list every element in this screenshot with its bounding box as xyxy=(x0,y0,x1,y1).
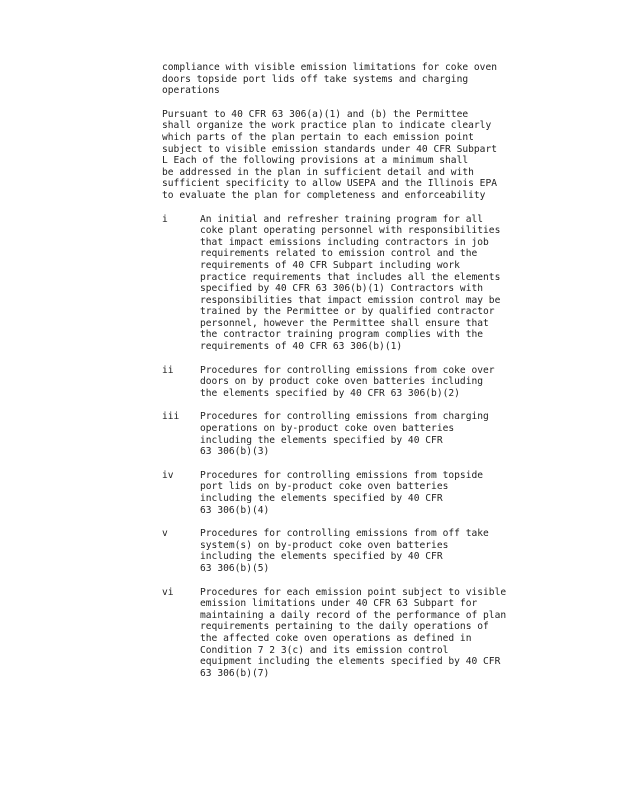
item-number: i xyxy=(162,213,168,225)
list-item-ii xyxy=(162,365,532,400)
item-text: Procedures for controlling emissions from charging operations on by-product coke oven batteries including the elements specified by 40 CFR 63 306(b)(3) xyxy=(200,411,489,458)
pursuant-paragraph: Pursuant to 40 CFR 63 306(a)(1) and (b) the Permittee shall organize the work practice plan to indicate clearly which parts of the plan pertain to each emission point subject to visible emission standards under 40 CFR Subpart L Each of the following provisions at a minimum shall be addressed in the plan in sufficient detail and with sufficient specificity to allow USEPA and the Illinois EPA to evaluate the plan for completeness and enforceability xyxy=(162,108,498,201)
item-text: Procedures for controlling emissions from topside port lids on by-product coke oven batteries including the elements specified by 40 CFR 63 306(b)(4) xyxy=(200,469,484,516)
item-text: Procedures for controlling emissions from coke over doors on by product coke oven batteries including the elements specified by 40 CFR 63 306(b)(2) xyxy=(200,364,495,399)
list-item-iv xyxy=(162,470,532,516)
list-item-i xyxy=(162,214,532,353)
item-number: vi xyxy=(162,586,174,598)
item-number: v xyxy=(162,528,168,540)
list-item-v xyxy=(162,528,532,574)
item-text: Procedures for each emission point subject to visible emission limitations under 40 CFR 63 Subpart for maintaining a daily record of the performance of plan requirements pertaining to the daily operations of the affected coke oven operations as defined in Condition 7 2 3(c) and its emission control equipment including the elements specified by 40 CFR 63 306(b)(7) xyxy=(200,586,507,679)
item-number: iii xyxy=(162,411,180,423)
list-item-iii xyxy=(162,411,532,457)
item-text: An initial and refresher training program for all coke plant operating personnel with responsibilities that impact emissions including contractors in job requirements related to emission control and the requirements of 40 CFR Subpart including work practice requirements that includes all the elements specified by 40 CFR 63 306(b)(1) Contractors with responsibilities that impact emission control may be trained by the Permittee or by qualified contractor personnel, however the Permittee shall ensure that the contractor training program complies with the requirements of 40 CFR 63 306(b)(1) xyxy=(200,213,501,353)
item-number: ii xyxy=(162,364,174,376)
document-page xyxy=(162,62,532,691)
item-text: Procedures for controlling emissions from off take system(s) on by-product coke oven batteries including the elements specified by 40 CFR 63 306(b)(5) xyxy=(200,528,489,574)
intro-paragraph: compliance with visible emission limitations for coke oven doors topside port lids off take systems and charging operations xyxy=(162,62,498,97)
item-number: iv xyxy=(162,469,174,481)
list-item-vi xyxy=(162,587,532,680)
